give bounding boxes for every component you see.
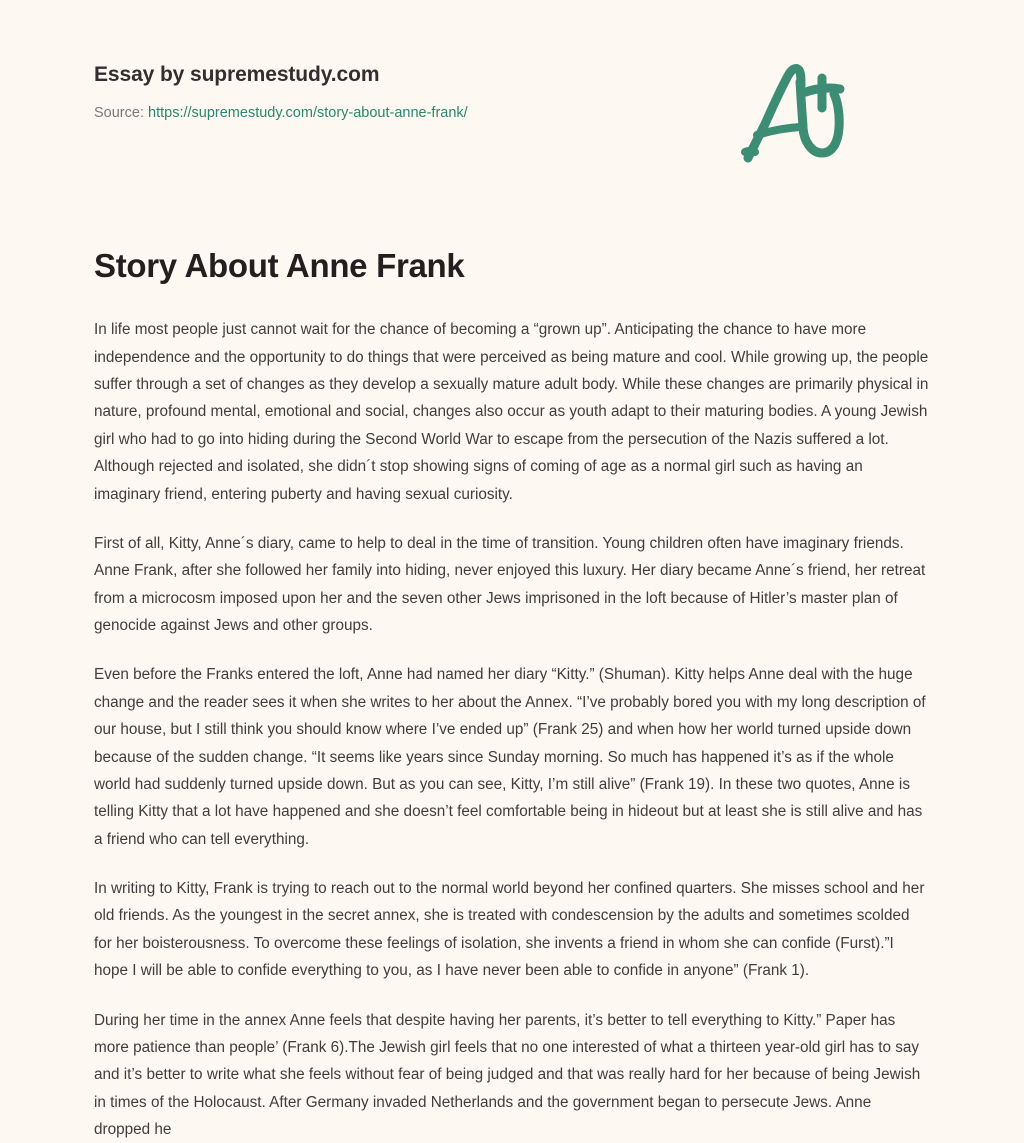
byline: Essay by supremestudy.com xyxy=(94,62,930,87)
page-header xyxy=(94,0,930,150)
aplus-logo-icon xyxy=(734,54,856,170)
page-title: Story About Anne Frank xyxy=(94,150,930,286)
paragraph: Even before the Franks entered the loft, Anne had named her diary “Kitty.” (Shuman). Kitty helps Anne deal with the huge change and the reader sees it when she writes to her about the Annex. “I’ve probably bored you with my long description of our house, but I still think you should know where I’ve ended up” (Frank 25) and when how her world turned upside down because of the sudden change. “It seems like years since Sunday morning. So much has happened it’s as if the whole world had suddenly turned upside down. But as you can see, Kitty, I’m still alive” (Frank 19). In these two quotes, Anne is telling Kitty that a lot have happened and she doesn’t feel comfortable being in hideout but at least she is still alive and has a friend who can tell everything. xyxy=(94,661,930,853)
paragraph: In writing to Kitty, Frank is trying to reach out to the normal world beyond her confined quarters. She misses school and her old friends. As the youngest in the secret annex, she is treated with condescension by the adults and sometimes scolded for her boisterousness. To overcome these feelings of isolation, she invents a friend in whom she can confide (Furst).”I hope I will be able to confide everything to you, as I have never been able to confide in anyone” (Frank 1). xyxy=(94,875,930,985)
paragraph: In life most people just cannot wait for the chance of becoming a “grown up”. Anticipating the chance to have more independence and the opportunity to do things that were perceived as being mature and cool. While growing up, the people suffer through a set of changes as they develop a sexually mature adult body. While these changes are primarily physical in nature, profound mental, emotional and social, changes also occur as youth adapt to their maturing bodies. A young Jewish girl who had to go into hiding during the Second World War to escape from the persecution of the Nazis suffered a lot. Although rejected and isolated, she didn´t stop showing signs of coming of age as a normal girl such as having an imaginary friend, entering puberty and having sexual curiosity. xyxy=(94,316,930,508)
source-label: Source: xyxy=(94,105,144,121)
paragraph: During her time in the annex Anne feels that despite having her parents, it’s better to tell everything to Kitty.” Paper has more patience than people’ (Frank 6).The Jewish girl feels that no one interested of what a thirteen year-old girl has to say and it’s better to write what she feels without fear of being judged and that was really hard for her because of being Jewish in times of the Holocaust. After Germany invaded Netherlands and the government began to persecute Jews. Anne dropped he xyxy=(94,1007,930,1143)
paragraph: First of all, Kitty, Anne´s diary, came to help to deal in the time of transition. Young children often have imaginary friends. Anne Frank, after she followed her family into hiding, never enjoyed this luxury. Her diary became Anne´s friend, her retreat from a microcosm imposed upon her and the seven other Jews imprisoned in the loft because of Hitler’s master plan of genocide against Jews and other groups. xyxy=(94,530,930,640)
source-url-link[interactable]: https://supremestudy.com/story-about-anne-frank/ xyxy=(148,105,468,121)
essay-body xyxy=(94,286,930,1143)
